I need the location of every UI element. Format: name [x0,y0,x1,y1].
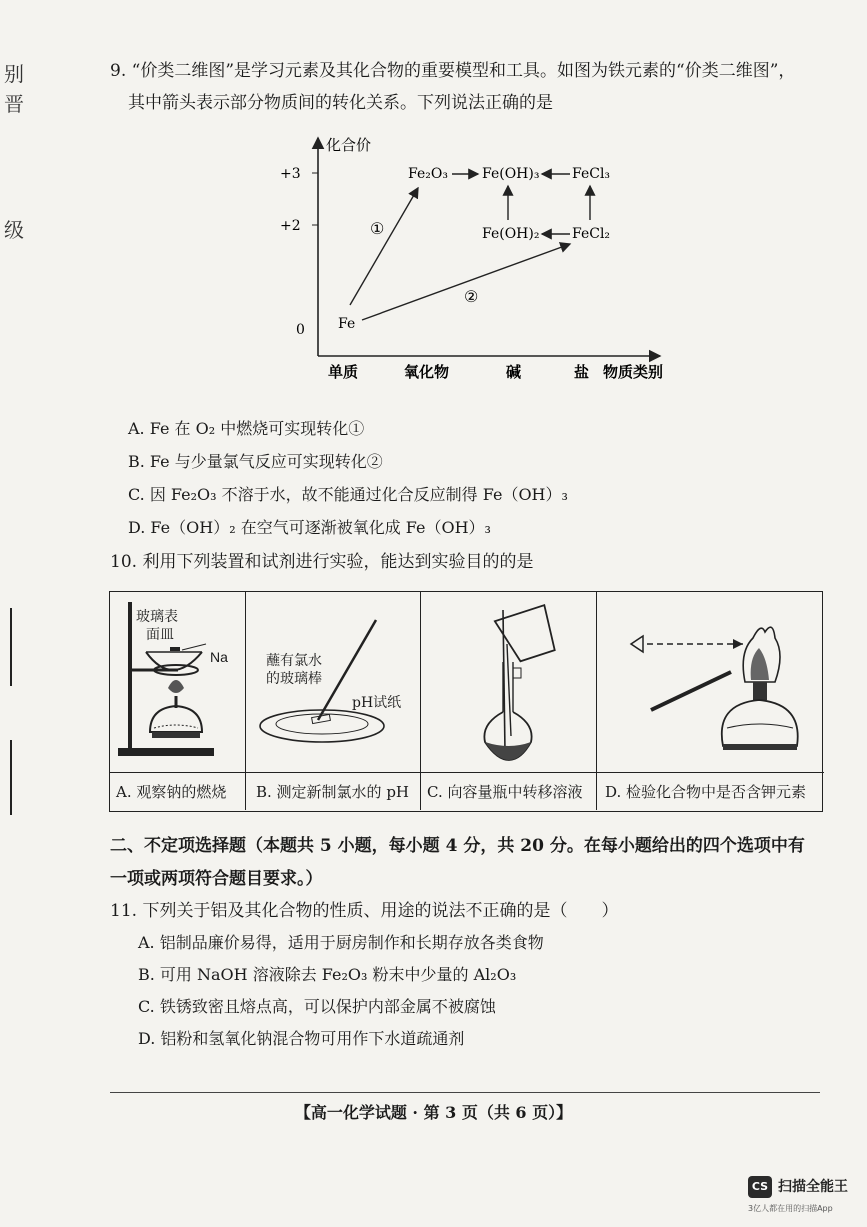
y-tick-label: 0 [296,322,305,338]
page-footer: 【高一化学试题 · 第 3 页（共 6 页）】 [294,1103,573,1122]
volumetric-flask-apparatus [421,592,595,772]
footer-divider [110,1092,820,1093]
margin-char: 别 [4,62,24,86]
valence-class-diagram [270,130,690,390]
q11-option-c: C. 铁锈致密且熔点高，可以保护内部金属不被腐蚀 [138,997,496,1016]
species-fecl3: FeCl₃ [572,166,611,182]
x-axis-label: 物质类别 [603,363,664,381]
panel-d-caption: D. 检验化合物中是否含钾元素 [605,783,807,801]
y-tick-label: +3 [280,166,301,182]
x-category: 盐 [574,363,590,381]
panel-b-caption: B. 测定新制氯水的 pH [256,783,410,801]
q11-option-d: D. 铝粉和氢氧化钠混合物可用作下水道疏通剂 [138,1029,465,1048]
q11-stem: 11. 下列关于铝及其化合物的性质、用途的说法不正确的是（ ） [110,901,619,921]
y-tick-label: +2 [280,218,301,234]
species-fe2o3: Fe₂O₃ [408,166,448,182]
label-sodium: Na [210,649,228,665]
y-axis-label: 化合价 [326,136,372,154]
scanner-tagline: 3亿人都在用的扫描App [748,1204,833,1213]
arrow-route-2 [362,244,570,320]
arrow-route-1 [350,188,418,305]
q11-option-b: B. 可用 NaOH 溶液除去 Fe₂O₃ 粉末中少量的 Al₂O₃ [138,965,517,984]
species-feoh3: Fe(OH)₃ [482,166,540,182]
species-fe: Fe [338,316,356,332]
label-watch-glass: 面皿 [146,627,174,643]
q9-option-b: B. Fe 与少量氯气反应可实现转化② [128,452,383,471]
section-heading-line1: 二、不定项选择题（本题共 5 小题，每小题 4 分，共 20 分。在每小题给出的四个选项中有 [110,836,805,856]
q11-option-a: A. 铝制品廉价易得，适用于厨房制作和长期存放各类食物 [138,933,544,952]
x-category: 单质 [328,363,359,381]
q9-option-a: A. Fe 在 O₂ 中燃烧可实现转化① [128,419,365,438]
experiment-table [109,591,823,812]
label-rod: 蘸有氯水 [266,653,322,669]
scanner-app-name: 扫描全能王 [778,1179,848,1195]
label-ph-paper: pH试纸 [352,695,402,711]
scanner-logo-icon: CS [748,1176,772,1198]
flame-test-apparatus [597,592,822,772]
x-category: 氧化物 [404,363,450,381]
panel-c-caption: C. 向容量瓶中转移溶液 [427,783,583,801]
q10-stem: 10. 利用下列装置和试剂进行实验，能达到实验目的的是 [110,552,534,572]
margin-char: 级 [4,218,24,242]
q9-option-d: D. Fe（OH）₂ 在空气可逐渐被氧化成 Fe（OH）₃ [128,518,491,537]
q9-stem-line2: 其中箭头表示部分物质间的转化关系。下列说法正确的是 [128,93,553,113]
section-heading-line2: 一项或两项符合题目要求。） [110,869,323,889]
label-rod: 的玻璃棒 [266,671,322,687]
panel-c [421,592,597,810]
label-watch-glass: 玻璃表 [136,609,178,625]
x-category: 碱 [506,363,522,381]
binding-line [0,740,12,815]
panel-a-caption: A. 观察钠的燃烧 [116,783,227,801]
binding-line [0,608,12,686]
q9-stem-line1: 9. “价类二维图”是学习元素及其化合物的重要模型和工具。如图为铁元素的“价类二维图”， [110,61,796,81]
route-label: ① [370,219,385,238]
margin-char: 晋 [4,92,24,116]
panel-b [246,592,421,810]
panel-a [110,592,246,810]
route-label: ② [464,287,479,306]
species-feoh2: Fe(OH)₂ [482,226,540,242]
q9-option-c: C. 因 Fe₂O₃ 不溶于水，故不能通过化合反应制得 Fe（OH）₃ [128,485,568,504]
panel-d [597,592,824,810]
species-fecl2: FeCl₂ [572,226,611,242]
